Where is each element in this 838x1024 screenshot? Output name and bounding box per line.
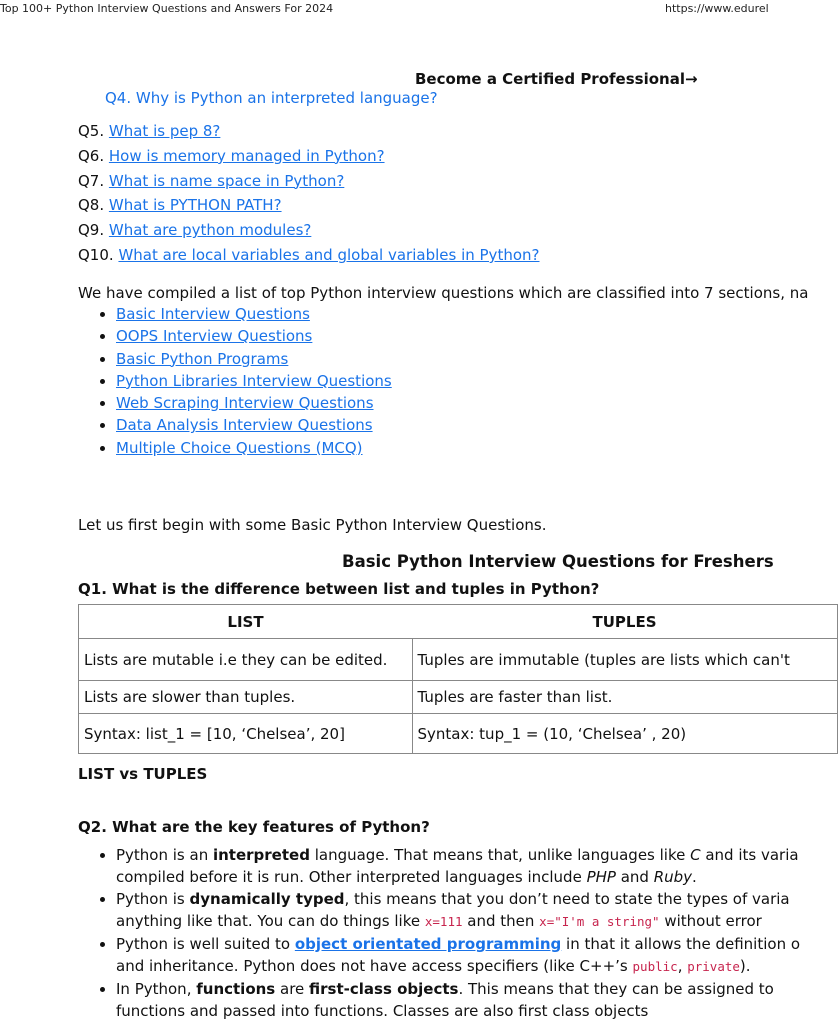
table-cell: Lists are mutable i.e they can be edited.: [79, 639, 413, 681]
question-item: [78, 169, 539, 194]
feature-bold: interpreted: [212, 846, 310, 864]
section-item: [116, 392, 392, 414]
oop-link[interactable]: object orientated programming: [294, 935, 562, 953]
section-item: [116, 370, 392, 392]
table-header-tuples: TUPLES: [412, 605, 838, 639]
question-link[interactable]: What is PYTHON PATH?: [108, 196, 282, 215]
table-caption: LIST vs TUPLES: [78, 765, 208, 783]
section-item: [116, 414, 392, 436]
feature-italic: PHP: [586, 868, 616, 886]
table-row: [79, 639, 838, 681]
section-link[interactable]: Data Analysis Interview Questions: [116, 416, 373, 435]
feature-text: are: [275, 980, 310, 998]
section-item: [116, 348, 392, 370]
section-heading: Basic Python Interview Questions for Freshers: [342, 552, 774, 571]
feature-continuation: [116, 866, 816, 888]
section-link[interactable]: OOPS Interview Questions: [116, 327, 313, 346]
feature-text: ).: [739, 957, 751, 975]
table-cell: Syntax: tup_1 = (10, ‘Chelsea’ , 20): [412, 714, 838, 754]
certified-professional-link[interactable]: [415, 69, 698, 89]
question-item: [78, 144, 539, 169]
feature-continuation: [116, 955, 816, 978]
section-list: [98, 303, 392, 459]
cta-label: Become a Certified Professional: [415, 70, 685, 88]
question-list: [78, 119, 539, 268]
question-link[interactable]: What is pep 8?: [108, 122, 221, 140]
section-link[interactable]: Python Libraries Interview Questions: [116, 371, 392, 390]
feature-italic: Ruby: [653, 868, 693, 886]
table-header-row: [79, 605, 838, 639]
table-cell: Syntax: list_1 = [10, ‘Chelsea’, 20]: [79, 714, 413, 754]
feature-item: [116, 978, 816, 1022]
section-link[interactable]: Web Scraping Interview Questions: [116, 394, 374, 413]
feature-text: language. That means that, unlike languages like: [309, 846, 691, 864]
feature-bold: first-class objects: [309, 980, 459, 998]
feature-bold: functions: [196, 980, 276, 998]
table-row: [79, 681, 838, 714]
table-cell: Lists are slower than tuples.: [79, 681, 413, 714]
section-link[interactable]: Basic Python Programs: [116, 349, 289, 368]
q1-heading: Q1. What is the difference between list and tuples in Python?: [78, 580, 600, 598]
arrow-right-icon: →: [684, 70, 698, 88]
feature-item: [116, 844, 816, 888]
cut-line-text: Q4. Why is Python an interpreted language?: [105, 89, 438, 107]
question-item: [78, 218, 539, 243]
feature-text: and then: [462, 912, 540, 930]
list-vs-tuples-table: [78, 604, 838, 754]
section-link[interactable]: Multiple Choice Questions (MCQ): [116, 438, 363, 457]
question-number: Q5.: [78, 122, 105, 140]
feature-italic: C: [690, 846, 701, 864]
feature-text: Python is: [116, 890, 190, 908]
section-link[interactable]: Basic Interview Questions: [116, 305, 310, 323]
feature-text: In Python,: [116, 980, 197, 998]
feature-text: and: [615, 868, 654, 886]
feature-text: .: [692, 868, 697, 886]
feature-continuation: [116, 910, 816, 933]
feature-text: and its varia: [700, 846, 799, 864]
feature-text: Python is well suited to: [116, 935, 295, 953]
question-number: Q9.: [78, 221, 105, 240]
begin-paragraph: Let us first begin with some Basic Python Interview Questions.: [78, 516, 547, 534]
section-item: [116, 325, 392, 347]
feature-text: compiled before it is run. Other interpreted languages include: [116, 868, 587, 886]
question-link[interactable]: What is name space in Python?: [108, 171, 345, 190]
print-title: Top 100+ Python Interview Questions and Answers For 2024: [0, 2, 334, 15]
section-item: [116, 303, 392, 325]
feature-text: . This means that they can be assigned to: [458, 980, 774, 998]
q2-heading: Q2. What are the key features of Python?: [78, 818, 430, 836]
feature-text: ,: [677, 957, 688, 975]
feature-item: [116, 933, 816, 978]
inline-code: x=111: [424, 914, 463, 929]
feature-text: in that it allows the definition o: [561, 935, 801, 953]
question-link[interactable]: How is memory managed in Python?: [108, 146, 385, 165]
question-link[interactable]: What are python modules?: [108, 221, 312, 240]
intro-paragraph: We have compiled a list of top Python interview questions which are classified into 7 sections, na: [78, 284, 809, 302]
table-header-list: LIST: [79, 605, 413, 639]
inline-code: x="I'm a string": [539, 914, 660, 929]
question-number: Q8.: [78, 196, 105, 215]
feature-text: , this means that you don’t need to state the types of varia: [344, 890, 790, 908]
feature-text: Python is an: [116, 846, 213, 864]
feature-bold: dynamically typed: [189, 890, 345, 908]
table-cell: Tuples are immutable (tuples are lists which can't: [412, 639, 838, 681]
feature-text: and inheritance. Python does not have access specifiers (like C++’s: [116, 957, 633, 975]
partially-hidden-question: [105, 89, 438, 112]
feature-item: [116, 888, 816, 933]
question-number: Q7.: [78, 171, 105, 190]
feature-continuation: functions and passed into functions. Classes are also first class objects: [116, 1002, 649, 1020]
question-link[interactable]: What are local variables and global variables in Python?: [118, 245, 540, 264]
feature-text: anything like that. You can do things like: [116, 912, 425, 930]
inline-code: private: [687, 959, 740, 974]
section-item: [116, 437, 392, 459]
features-list: [98, 844, 816, 1022]
question-item: [78, 119, 539, 144]
table-cell: Tuples are faster than list.: [412, 681, 838, 714]
question-item: [78, 243, 539, 268]
print-header: [0, 0, 768, 16]
feature-text: without error: [659, 912, 762, 930]
question-number: Q10.: [78, 245, 114, 264]
question-number: Q6.: [78, 146, 105, 165]
inline-code: public: [632, 959, 678, 974]
table-row: [79, 714, 838, 754]
question-item: [78, 193, 539, 218]
print-url: https://www.edurel: [665, 2, 769, 15]
